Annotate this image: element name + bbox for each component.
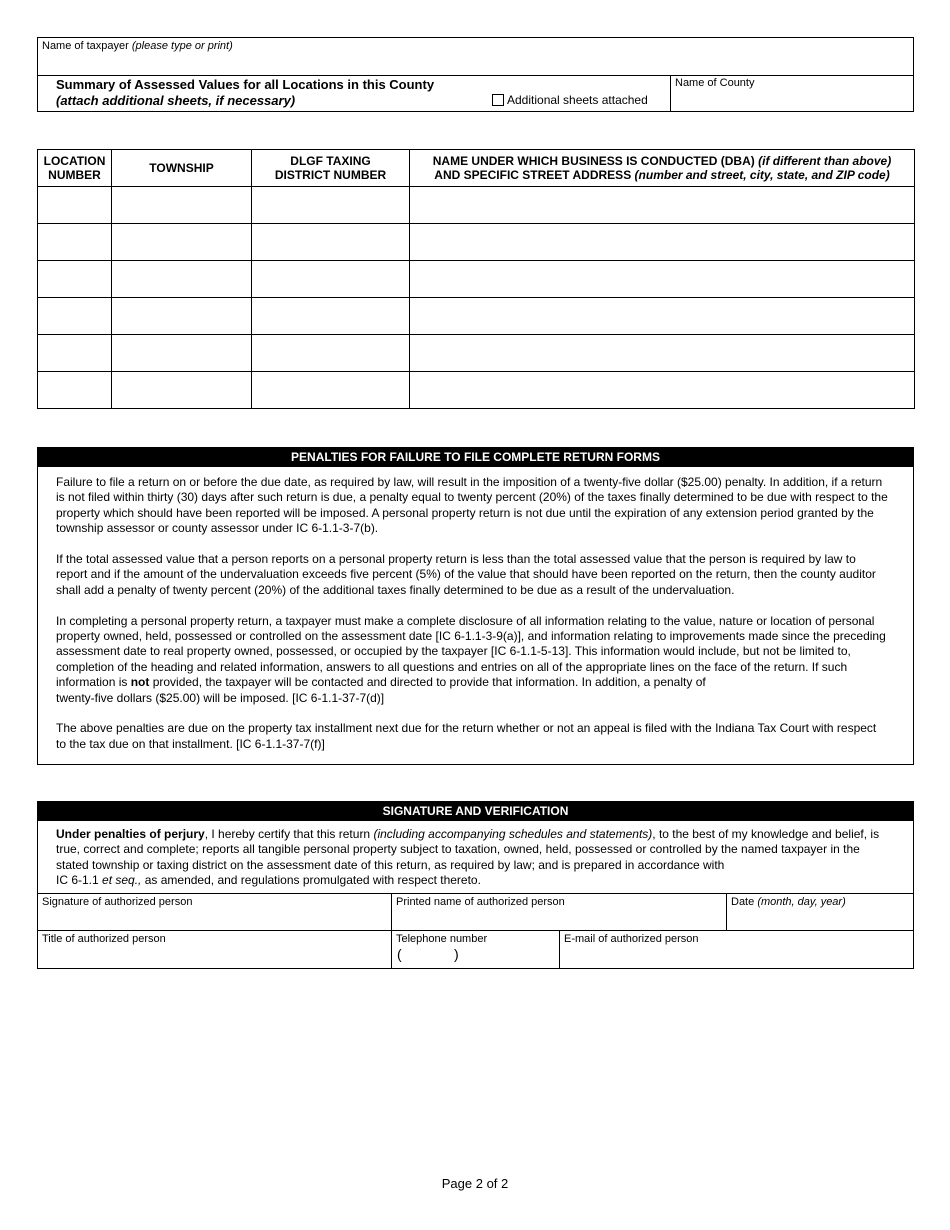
column-header-location: LOCATION NUMBER [38,150,112,187]
table-row [38,261,915,298]
location-number-cell[interactable] [38,298,112,335]
summary-subtitle: (attach additional sheets, if necessary) [56,93,296,108]
signature-section [37,801,914,969]
area-code-open-paren: ( [397,946,402,962]
dlgf-district-cell[interactable] [252,298,410,335]
perjury-statement: Under penalties of perjury, I hereby certify that this return (including accompanying schedules and statements), to the best of my knowledge and belief, is true, correct and complete; reports all tangible personal property subject to taxation, owned, held, possessed or controlled by the named taxpayer in the stated township or taxing district on the assessment date of this return, as required by law; and is prepared in accordance with IC 6-1.1 et seq., as amended, and regulations promulgated with respect thereto. [38,821,913,894]
date-label: Date (month, day, year) [731,896,846,908]
penalty-paragraph: The above penalties are due on the property tax installment next due for the return whether or not an appeal is filed with the Indiana Tax Court with respect to the tax due on that installment. [IC 6-1.1-37-7(f)] [56,721,877,751]
printed-name-field[interactable] [392,894,727,931]
dlgf-district-cell[interactable] [252,372,410,409]
title-label: Title of authorized person [42,933,166,945]
location-number-cell[interactable] [38,224,112,261]
location-number-cell[interactable] [38,261,112,298]
dba-address-cell[interactable] [410,298,915,335]
table-row [38,224,915,261]
summary-title: Summary of Assessed Values for all Locations in this County [56,77,435,92]
dlgf-district-cell[interactable] [252,335,410,372]
location-number-cell[interactable] [38,187,112,224]
penalties-section [37,447,914,765]
table-header-row [38,150,915,187]
township-cell[interactable] [112,298,252,335]
telephone-label: Telephone number [396,933,488,945]
dlgf-district-cell[interactable] [252,261,410,298]
township-cell[interactable] [112,187,252,224]
date-field[interactable] [727,894,913,931]
table-row [38,372,915,409]
dlgf-district-cell[interactable] [252,187,410,224]
dba-address-cell[interactable] [410,335,915,372]
column-header-township: TOWNSHIP [112,150,252,187]
email-field[interactable] [560,931,913,968]
table-row [38,335,915,372]
penalty-paragraph: Failure to file a return on or before the due date, as required by law, will result in the imposition of a twenty-five dollar ($25.00) penalty. In addition, if a return is not filed within thirty (30) days after such return is due, a penalty equal to twenty percent (20%) of the taxes finally determined to be due with respect to the property which should have been reported will be imposed. A personal property return is not due until the expiration of any extension period granted by the township assessor or county assessor under IC 6-1.1-3-7(b). [56,475,888,536]
printed-name-label: Printed name of authorized person [396,896,565,908]
column-header-dlgf: DLGF TAXING DISTRICT NUMBER [252,150,410,187]
county-name-field[interactable] [670,75,913,111]
dba-address-cell[interactable] [410,224,915,261]
telephone-field[interactable] [392,931,560,968]
dba-address-cell[interactable] [410,261,915,298]
penalties-title: PENALTIES FOR FAILURE TO FILE COMPLETE RETURN FORMS [38,448,913,467]
township-cell[interactable] [112,335,252,372]
title-field[interactable] [38,931,392,968]
penalties-body [38,467,913,752]
taxpayer-header [37,37,914,112]
table-row [38,187,915,224]
penalty-paragraph: If the total assessed value that a person reports on a personal property return is less than the total assessed value that the person is required by law to report and if the amount of the undervaluation exceeds five percent (5%) of the value that should have been reported on the return, then the county auditor shall add a penalty of twenty percent (20%) of the additional taxes finally determined to be due as a result of the undervaluation. [56,552,876,597]
signature-label: Signature of authorized person [42,896,193,908]
additional-sheets-option[interactable] [492,93,648,107]
additional-sheets-checkbox[interactable] [492,94,504,106]
signature-title: SIGNATURE AND VERIFICATION [38,802,913,821]
township-cell[interactable] [112,261,252,298]
dlgf-district-cell[interactable] [252,224,410,261]
column-header-dba-address: NAME UNDER WHICH BUSINESS IS CONDUCTED (DBA) (if different than above) AND SPECIFIC STREET ADDRESS (number and street, city, state, and ZIP code) [410,150,915,187]
dba-address-cell[interactable] [410,372,915,409]
township-cell[interactable] [112,224,252,261]
location-number-cell[interactable] [38,335,112,372]
taxpayer-name-field[interactable] [38,38,913,76]
signature-field[interactable] [38,894,392,931]
page-number: Page 2 of 2 [441,1176,509,1191]
taxpayer-name-label: Name of taxpayer (please type or print) [42,40,233,52]
county-name-label: Name of County [675,77,755,89]
penalty-paragraph: In completing a personal property return, a taxpayer must make a complete disclosure of all information relating to the value, nature or location of personal property owned, held, possessed or controlled on the assessment date [IC 6-1.1-3-9(a)], and information relating to improvements made since the preceding assessment date to real property owned, possessed, or occupied by the taxpayer [IC 6-1.1-5-13]. This information would include, but not be limited to, completion of the heading and related information, answers to all questions and entries on all of the appropriate lines on the face of the return. If such information is not provided, the taxpayer will be contacted and directed to provide that information. In addition, a penalty of twenty-five dollars ($25.00) will be imposed. [IC 6-1.1-37-7(d)] [56,613,886,705]
email-label: E-mail of authorized person [564,933,699,945]
dba-address-cell[interactable] [410,187,915,224]
table-row [38,298,915,335]
location-number-cell[interactable] [38,372,112,409]
township-cell[interactable] [112,372,252,409]
summary-heading [56,77,434,109]
additional-sheets-label: Additional sheets attached [507,93,648,107]
locations-table [37,149,915,409]
area-code-close-paren: ) [454,946,459,962]
